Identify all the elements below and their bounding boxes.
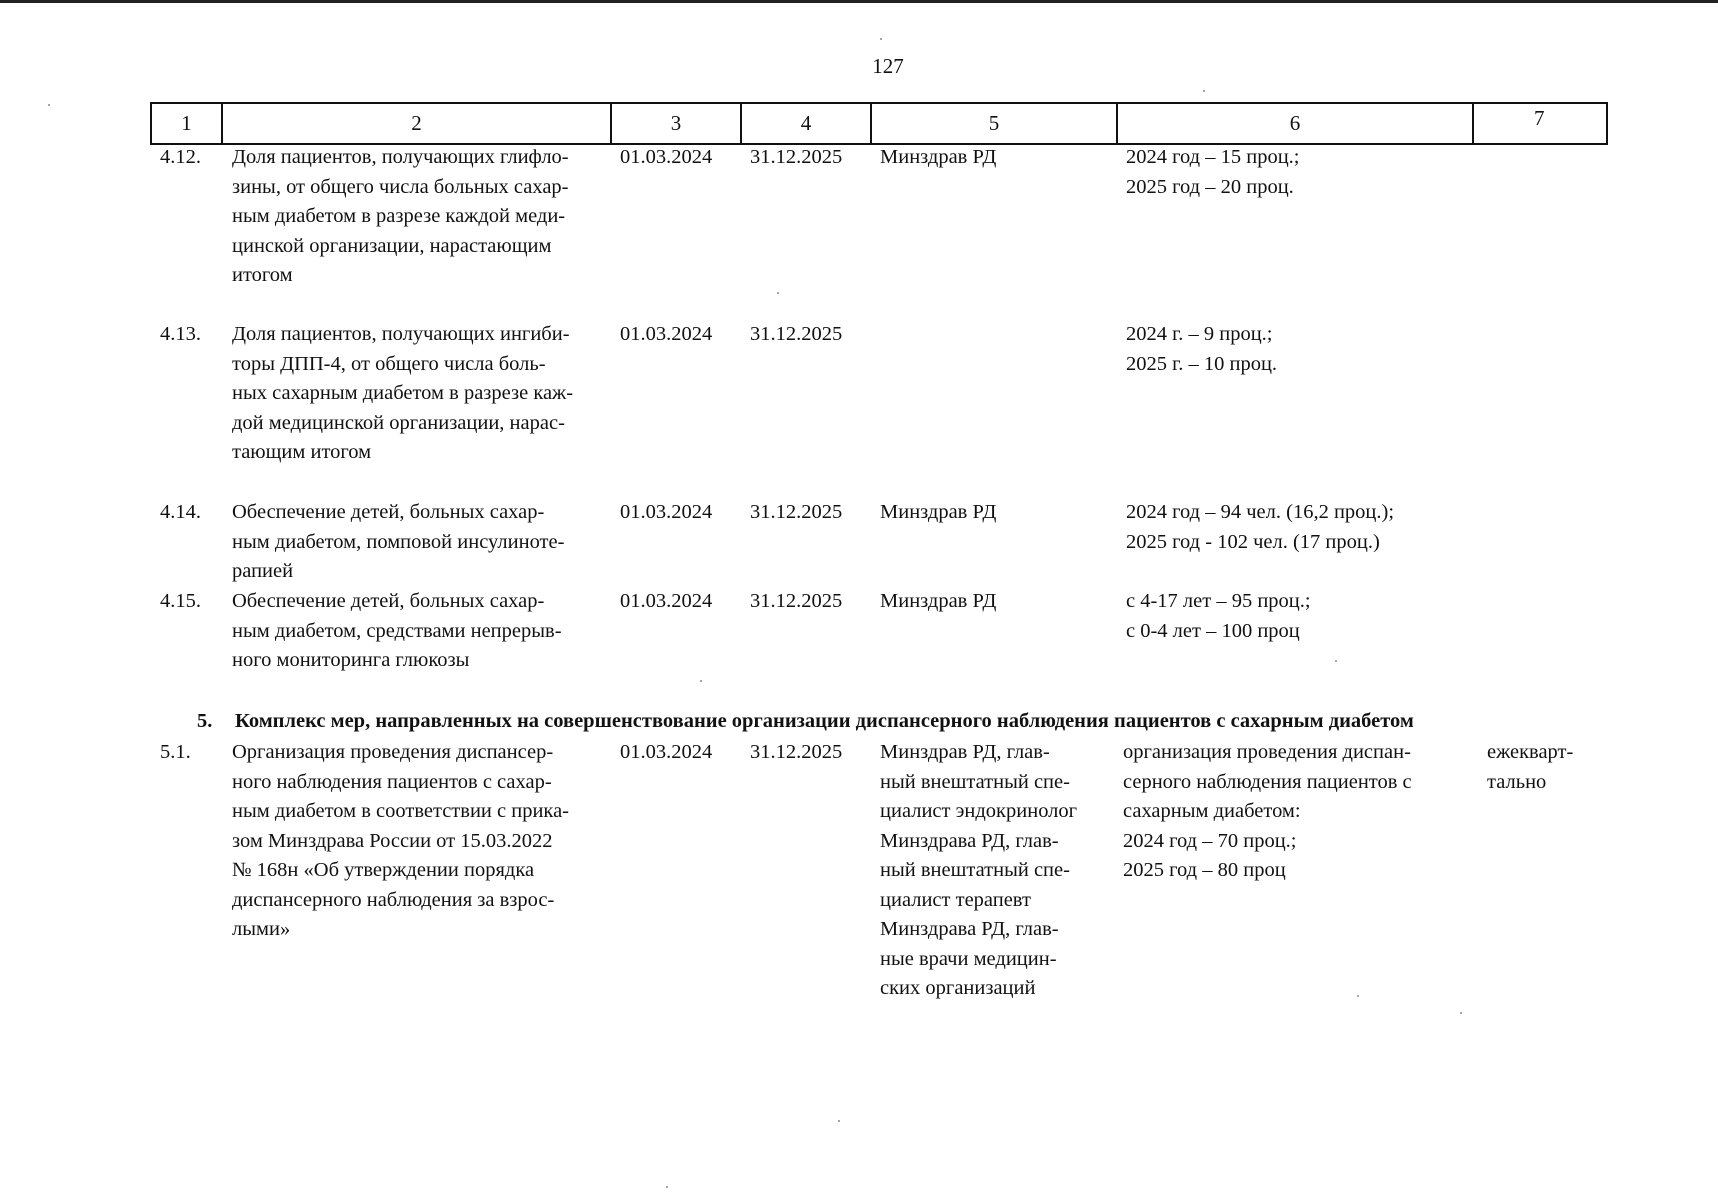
header-col-4: 4 xyxy=(741,103,871,144)
row-frequency: ежекварт- тально xyxy=(1487,741,1574,793)
header-col-5: 5 xyxy=(871,103,1117,144)
row-start-date: 01.03.2024 xyxy=(620,590,713,612)
scan-speck xyxy=(777,292,779,294)
row-responsible: Минздрав РД xyxy=(880,501,997,523)
row-responsible: Минздрав РД xyxy=(880,590,997,612)
scan-speck xyxy=(1335,660,1337,662)
row-number: 4.14. xyxy=(160,501,201,523)
scan-speck xyxy=(1357,995,1359,997)
row-result: организация проведения диспан- серного наблюдения пациентов с сахарным диабетом: 2024 год – 70 проц.; 2025 год – 80 проц xyxy=(1123,741,1412,881)
scan-speck xyxy=(700,680,702,682)
header-row xyxy=(151,103,1607,144)
row-number: 4.13. xyxy=(160,323,201,345)
table-header xyxy=(150,102,1608,145)
row-start-date: 01.03.2024 xyxy=(620,323,713,345)
row-end-date: 31.12.2025 xyxy=(750,741,843,763)
row-description: Обеспечение детей, больных сахар- ным диабетом, средствами непрерыв- ного мониторинга глюкозы xyxy=(232,590,562,671)
header-col-7: 7 xyxy=(1473,103,1607,144)
scan-speck xyxy=(1203,90,1205,92)
row-description: Обеспечение детей, больных сахар- ным диабетом, помповой инсулиноте- рапией xyxy=(232,501,565,582)
row-result: 2024 год – 94 чел. (16,2 проц.); 2025 год - 102 чел. (17 проц.) xyxy=(1126,501,1395,553)
row-result: 2024 г. – 9 проц.; 2025 г. – 10 проц. xyxy=(1126,323,1278,375)
header-col-6: 6 xyxy=(1117,103,1473,144)
row-result: 2024 год – 15 проц.; 2025 год – 20 проц. xyxy=(1126,146,1300,198)
section-number: 5. xyxy=(197,710,213,732)
scan-speck xyxy=(880,38,882,40)
row-description: Организация проведения диспансер- ного наблюдения пациентов с сахар- ным диабетом в соответствии с прика- зом Минздрава России от 15.03.2022 № 168н «Об утверждении порядка диспансерного наблюдения за взрос- лыми» xyxy=(232,741,569,940)
section-title: Комплекс мер, направленных на совершенствование организации диспансерного наблюдения пациентов с сахарным диабетом xyxy=(235,710,1414,732)
row-number: 5.1. xyxy=(160,741,191,763)
row-start-date: 01.03.2024 xyxy=(620,146,713,168)
row-result: с 4-17 лет – 95 проц.; с 0-4 лет – 100 проц xyxy=(1126,590,1311,642)
header-col-3: 3 xyxy=(611,103,741,144)
scan-speck xyxy=(1460,1012,1462,1014)
row-description: Доля пациентов, получающих глифло- зины, от общего числа больных сахар- ным диабетом в разрезе каждой меди- цинской организации, нарастающим итогом xyxy=(232,146,569,286)
scan-speck xyxy=(666,1186,668,1188)
header-col-1: 1 xyxy=(151,103,222,144)
page-top-border xyxy=(0,0,1718,3)
page-number: 127 xyxy=(872,54,904,78)
row-responsible: Минздрав РД, глав- ный внештатный спе- циалист эндокринолог Минздрава РД, глав- ный внештатный спе- циалист терапевт Минздрава РД, глав- ные врачи медицин- ских организаций xyxy=(880,741,1078,999)
row-end-date: 31.12.2025 xyxy=(750,501,843,523)
scan-speck xyxy=(48,104,50,106)
row-start-date: 01.03.2024 xyxy=(620,741,713,763)
row-start-date: 01.03.2024 xyxy=(620,501,713,523)
scan-speck xyxy=(838,1120,840,1122)
row-end-date: 31.12.2025 xyxy=(750,323,843,345)
row-end-date: 31.12.2025 xyxy=(750,590,843,612)
header-col-2: 2 xyxy=(222,103,611,144)
row-description: Доля пациентов, получающих ингиби- торы ДПП-4, от общего числа боль- ных сахарным диабетом в разрезе каж- дой медицинской организации, нарас- тающим итогом xyxy=(232,323,574,463)
row-number: 4.15. xyxy=(160,590,201,612)
row-end-date: 31.12.2025 xyxy=(750,146,843,168)
row-number: 4.12. xyxy=(160,146,201,168)
row-responsible: Минздрав РД xyxy=(880,146,997,168)
